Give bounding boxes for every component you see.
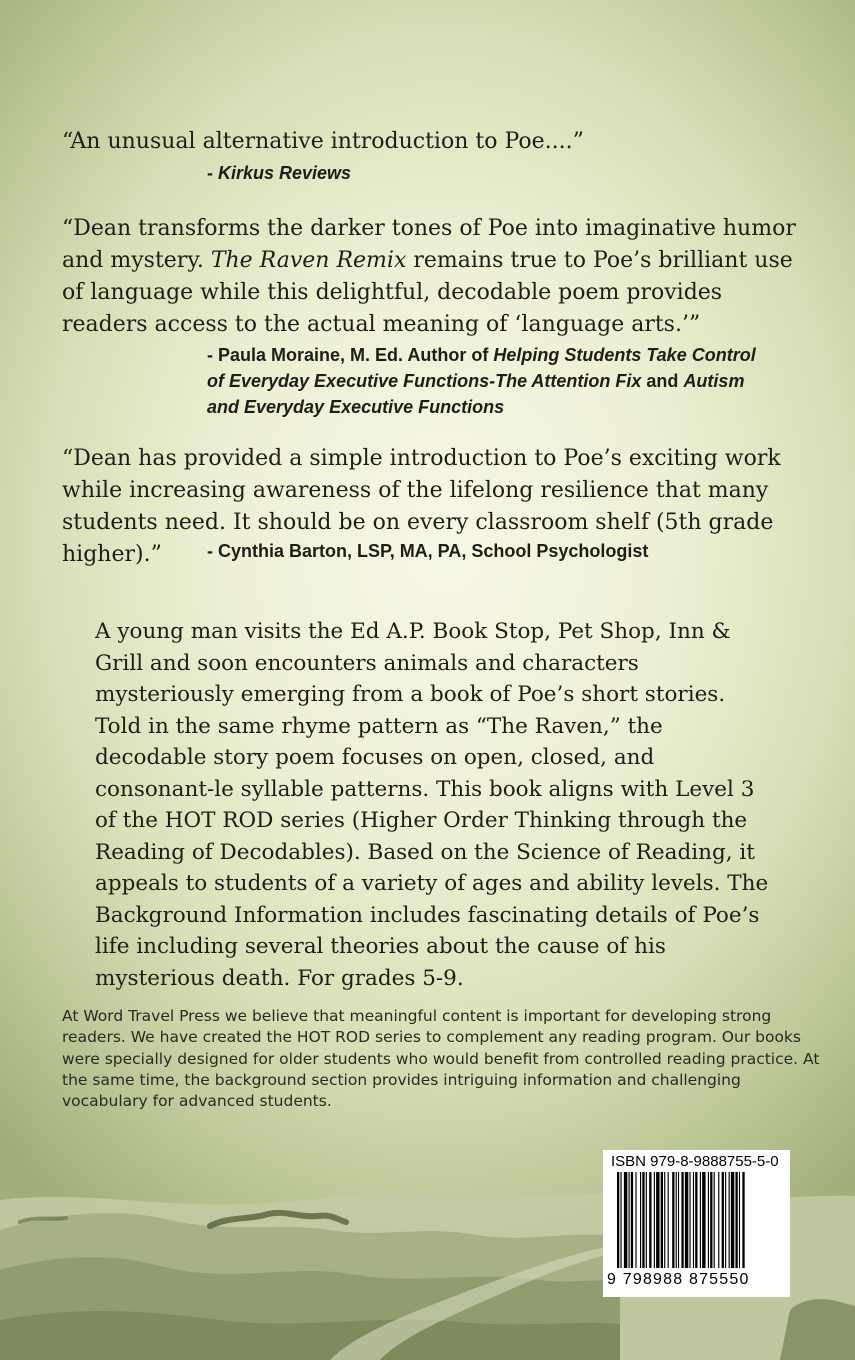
kirkus-source: Kirkus Reviews	[218, 163, 352, 183]
review-quote-moraine: “Dean transforms the darker tones of Poe into imaginative humor and mystery. The Raven Remix remains true to Poe’s brilliant use of language while this delightful, decodable poem provides readers access to the actual meaning of ‘language arts.’”	[62, 216, 796, 337]
isbn-barcode	[603, 1150, 790, 1297]
moraine-book-2: Autism and Everyday Executive Functions	[207, 371, 745, 417]
quote-text: “An unusual alternative introduction to Poe....”	[62, 129, 584, 154]
review-quote-kirkus	[62, 126, 802, 158]
review-quote-barton: “Dean has provided a simple introduction to Poe’s exciting work while increasing awareness of the lifelong resilience that many students need. It should be on every classroom shelf (5th grade higher).”	[62, 446, 781, 567]
publisher-statement: At Word Travel Press we believe that meaningful content is important for developing strong readers. We have created the HOT ROD series to complement any reading program. Our books were specially designed for older students who would benefit from controlled reading practice. At the same time, the background section provides intriguing information and challenging vocabulary for advanced students.	[62, 1007, 820, 1111]
barcode-bars	[603, 1172, 790, 1272]
isbn-label: ISBN 979-8-9888755-5-0	[611, 1153, 779, 1170]
book-description: A young man visits the Ed A.P. Book Stop, Pet Shop, Inn & Grill and soon encounters animals and characters mysteriously emerging from a book of Poe’s short stories. Told in the same rhyme pattern as “The Raven,” the decodable story poem focuses on open, closed, and consonant-le syllable patterns. This book aligns with Level 3 of the HOT ROD series (Higher Order Thinking through the Reading of Decodables). Based on the Science of Reading, it appeals to students of a variety of ages and ability levels. The Background Information includes fascinating details of Poe’s life including several theories about the cause of his mysterious death. For grades 5-9.	[95, 619, 769, 991]
review-attribution-barton: - Cynthia Barton, LSP, MA, PA, School Psychologist	[207, 541, 649, 561]
review-attribution-kirkus: - Kirkus Reviews	[207, 163, 352, 183]
moraine-book-1: Helping Students Take Control of Everyday Executive Functions-The Attention Fix	[207, 345, 756, 391]
barcode-number: 9 798988 875550	[607, 1271, 750, 1288]
book-title: The Raven Remix	[210, 248, 407, 273]
review-attribution-moraine: - Paula Moraine, M. Ed. Author of Helping Students Take Control of Everyday Executive Functions-The Attention Fix and Autism and Everyday Executive Functions	[207, 345, 756, 417]
